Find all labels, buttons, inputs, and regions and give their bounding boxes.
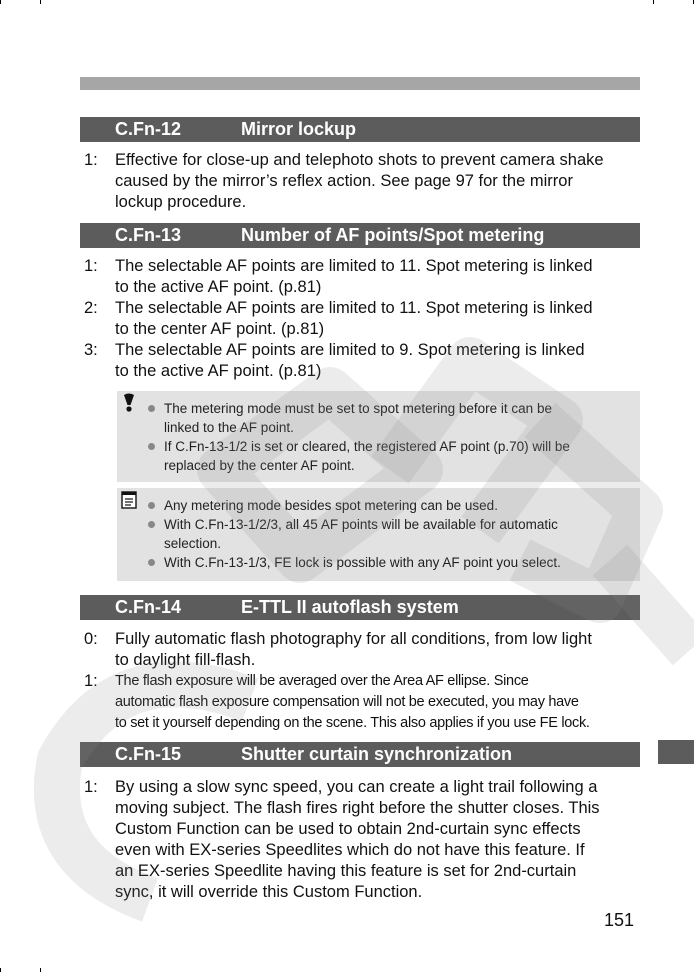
item-line: lockup procedure. (115, 193, 247, 211)
note-line: selection. (164, 536, 222, 551)
section-code: C.Fn-13 (115, 225, 182, 245)
section-header-cfn15 (80, 742, 640, 767)
section-title: E-TTL II autoflash system (241, 597, 459, 617)
item-line: Effective for close-up and telephoto shots to prevent camera shake (115, 151, 604, 169)
item-line: moving subject. The flash fires right before the shutter closes. This (115, 799, 600, 817)
item-line: The flash exposure will be averaged over the Area AF ellipse. Since (115, 673, 529, 689)
item-line: to the active AF point. (p.81) (115, 362, 322, 380)
section-title: Shutter curtain synchronization (241, 744, 513, 764)
note-line: If C.Fn-13-1/2 is set or cleared, the registered AF point (p.70) will be (164, 439, 570, 454)
bullet-icon (148, 443, 155, 450)
crop-mark (40, 0, 41, 4)
item-line: The selectable AF points are limited to 11. Spot metering is linked (115, 257, 593, 275)
item-line: The selectable AF points are limited to 9. Spot metering is linked (115, 341, 585, 359)
note-line: With C.Fn-13-1/3, FE lock is possible with any AF point you select. (164, 555, 561, 570)
section-code: C.Fn-12 (115, 119, 182, 139)
section-title: Number of AF points/Spot metering (241, 225, 545, 245)
item-line: to the active AF point. (p.81) (115, 278, 322, 296)
memo-note (147, 515, 632, 553)
section-header-cfn13 (80, 223, 640, 248)
item-line: Fully automatic flash photography for all conditions, from low light (115, 630, 592, 648)
item-line: The selectable AF points are limited to 11. Spot metering is linked (115, 299, 593, 317)
side-tab-marker (658, 740, 694, 764)
section-header-cfn12 (80, 117, 640, 142)
item-number: 1: (84, 257, 98, 275)
memo-icon (119, 490, 139, 510)
page-number: 151 (604, 910, 635, 930)
caution-note (147, 437, 632, 475)
note-line: The metering mode must be set to spot metering before it can be (164, 401, 552, 416)
item-line: to the center AF point. (p.81) (115, 320, 325, 338)
section-header-cfn14 (80, 595, 640, 620)
item-number: 1: (84, 672, 98, 690)
item-number: 3: (84, 341, 98, 359)
note-line: linked to the AF point. (164, 420, 294, 435)
note-line: With C.Fn-13-1/2/3, all 45 AF points will be available for automatic (164, 517, 558, 532)
crop-mark (653, 0, 654, 4)
bullet-icon (148, 405, 155, 412)
item-number: 0: (84, 630, 98, 648)
item-number: 1: (84, 151, 98, 169)
item-line: caused by the mirror’s reflex action. See page 97 for the mirror (115, 172, 573, 190)
item-line: automatic flash exposure compensation will not be executed, you may have (115, 694, 579, 710)
memo-note-box (117, 488, 640, 581)
item-line: to set it yourself depending on the scene. This also applies if you use FE lock. (115, 715, 590, 731)
section-code: C.Fn-14 (115, 597, 182, 617)
item-line: an EX-series Speedlite having this feature is set for 2nd-curtain (115, 862, 577, 880)
crop-mark (40, 968, 41, 972)
item-number: 2: (84, 299, 98, 317)
bullet-icon (148, 521, 155, 528)
memo-note (147, 553, 632, 572)
bullet-icon (148, 502, 155, 509)
caution-note (147, 399, 632, 437)
memo-note (147, 496, 632, 515)
crop-mark (0, 968, 1, 972)
caution-icon (119, 393, 139, 413)
note-line: Any metering mode besides spot metering can be used. (164, 498, 498, 513)
caution-note-box (117, 391, 640, 482)
section-code: C.Fn-15 (115, 744, 182, 764)
note-line: replaced by the center AF point. (164, 458, 355, 473)
item-line: sync, it will override this Custom Function. (115, 883, 423, 901)
top-rule-bar (80, 77, 640, 90)
bullet-icon (148, 559, 155, 566)
item-line: By using a slow sync speed, you can create a light trail following a (115, 778, 598, 796)
crop-mark (0, 0, 1, 4)
item-line: to daylight fill-flash. (115, 651, 256, 669)
item-number: 1: (84, 778, 98, 796)
item-line: even with EX-series Speedlites which do not have this feature. If (115, 841, 585, 859)
item-line: Custom Function can be used to obtain 2nd-curtain sync effects (115, 820, 581, 838)
section-title: Mirror lockup (241, 119, 357, 139)
